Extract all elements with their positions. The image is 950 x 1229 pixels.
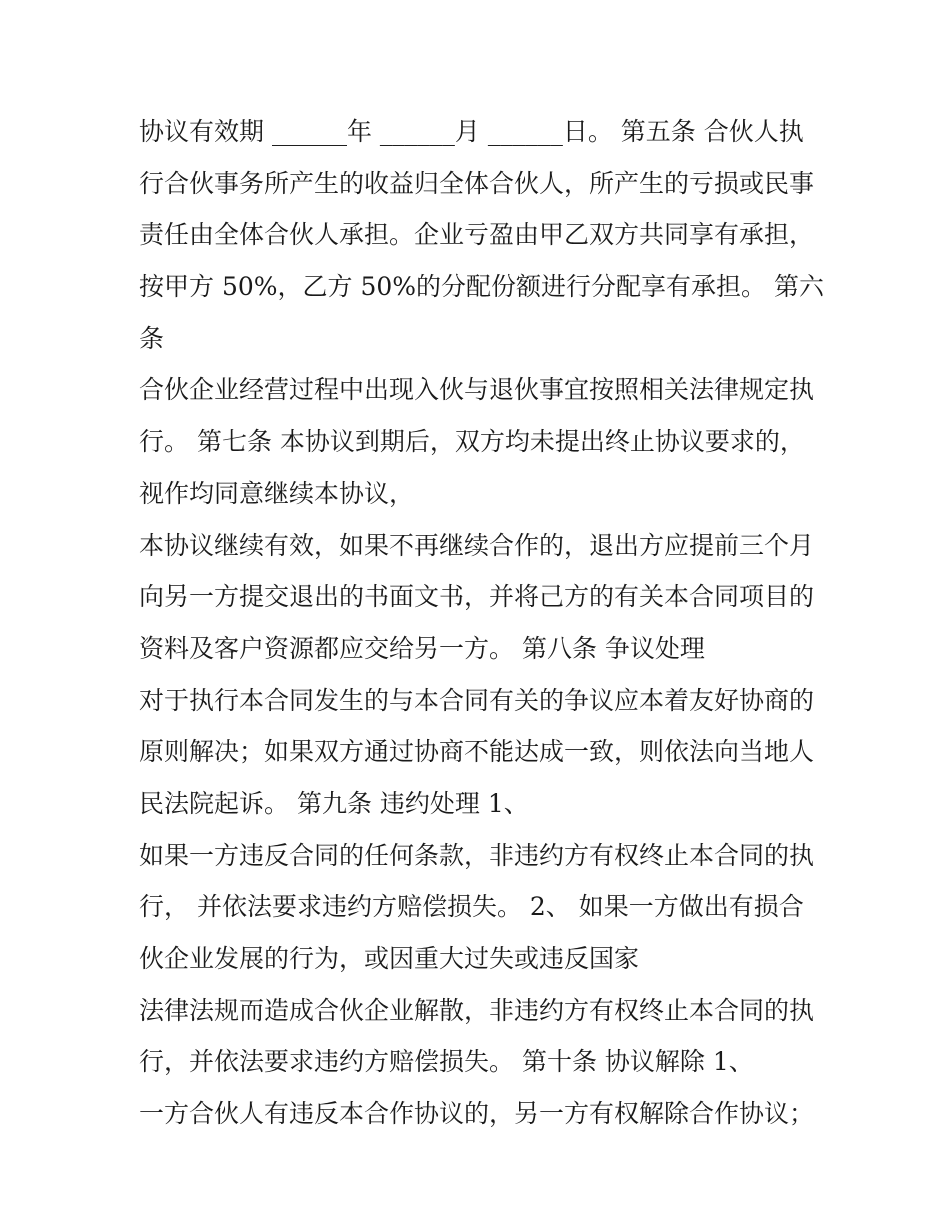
text-line: 一方合伙人有违反本合作协议的，另一方有权解除合作协议； (139, 1099, 815, 1129)
text-line: 行合伙事务所产生的收益归全体合伙人，所产生的亏损或民事 (139, 168, 815, 198)
text-line: 向另一方提交退出的书面文书，并将己方的有关本合同项目的 (139, 582, 815, 612)
text-line: 行， 并依法要求违约方赔偿损失。 2、 如果一方做出有损合 (139, 892, 804, 922)
text-line: 本协议继续有效，如果不再继续合作的，退出方应提前三个月 (139, 530, 815, 560)
text-line: 法律法规而造成合伙企业解散，非违约方有权终止本合同的执 (139, 995, 815, 1025)
text-line: 条 (139, 323, 165, 353)
text-line: 民法院起诉。 第九条 违约处理 1、 (139, 788, 529, 818)
text-line: 资料及客户资源都应交给另一方。 第八条 争议处理 (139, 633, 705, 663)
text-line: 合伙企业经营过程中出现入伙与退伙事宜按照相关法律规定执 (139, 375, 815, 405)
text-line: 协议有效期 ______年 ______月 ______日。 第五条 合伙人执 (139, 117, 804, 146)
text-line: 对于执行本合同发生的与本合同有关的争议应本着友好协商的 (139, 685, 815, 715)
document-body (139, 106, 839, 1140)
text-line: 如果一方违反合同的任何条款，非违约方有权终止本合同的执 (139, 840, 815, 870)
text-line: 行。 第七条 本协议到期后，双方均未提出终止协议要求的， (139, 427, 805, 457)
text-line: 视作均同意继续本协议， (139, 478, 415, 508)
text-line: 原则解决；如果双方通过协商不能达成一致，则依法向当地人 (139, 737, 815, 767)
text-line: 行，并依法要求违约方赔偿损失。 第十条 协议解除 1、 (139, 1047, 754, 1077)
text-line: 伙企业发展的行为，或因重大过失或违反国家 (139, 944, 640, 973)
text-line: 责任由全体合伙人承担。企业亏盈由甲乙双方共同享有承担， (139, 220, 815, 250)
text-line: 按甲方 50%，乙方 50%的分配份额进行分配享有承担。 第六 (139, 272, 824, 302)
